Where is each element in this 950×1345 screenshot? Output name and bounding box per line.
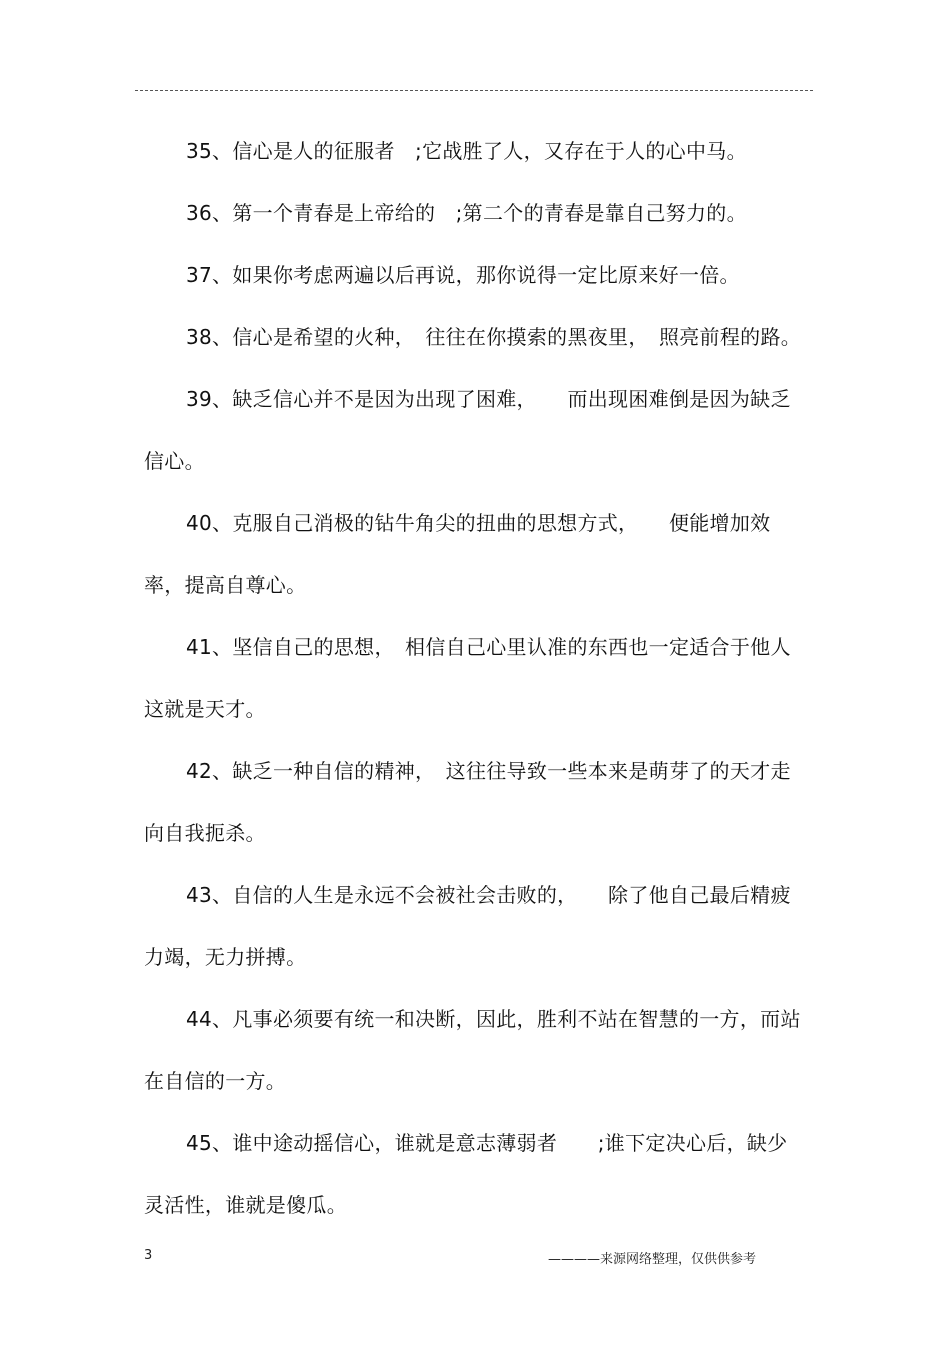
paragraph-45: 45、谁中途动摇信心，谁就是意志薄弱者 ;谁下定决心后，缺少灵活性，谁就是傻瓜。 <box>144 1131 788 1217</box>
paragraph-44: 44、凡事必须要有统一和决断，因此，胜利不站在智慧的一方，而站在自信的一方。 <box>144 1007 801 1093</box>
paragraph-43: 43、自信的人生是永远不会被社会击败的， 除了他自己最后精疲力竭，无力拼搏。 <box>144 883 791 969</box>
page-number: 3 <box>144 1248 153 1263</box>
footer-source-note: ————来源网络整理，仅供供参考 <box>548 1252 757 1267</box>
header-divider <box>135 90 813 91</box>
paragraph-35: 35、信心是人的征服者 ;它战胜了人，又存在于人的心中马。 <box>186 139 747 163</box>
paragraph-39: 39、缺乏信心并不是因为出现了困难， 而出现困难倒是因为缺乏信心。 <box>144 387 791 473</box>
paragraph-38: 38、信心是希望的火种， 往往在你摸索的黑夜里， 照亮前程的路。 <box>186 325 802 349</box>
paragraph-40: 40、克服自己消极的钻牛角尖的扭曲的思想方式， 便能增加效率，提高自尊心。 <box>144 511 771 597</box>
paragraph-41: 41、坚信自己的思想， 相信自己心里认准的东西也一定适合于他人这就是天才。 <box>144 635 791 721</box>
paragraph-42: 42、缺乏一种自信的精神， 这往往导致一些本来是萌芽了的天才走向自我扼杀。 <box>144 759 791 845</box>
paragraph-36: 36、第一个青春是上帝给的 ;第二个的青春是靠自己努力的。 <box>186 201 747 225</box>
paragraph-37: 37、如果你考虑两遍以后再说，那你说得一定比原来好一倍。 <box>186 263 740 287</box>
